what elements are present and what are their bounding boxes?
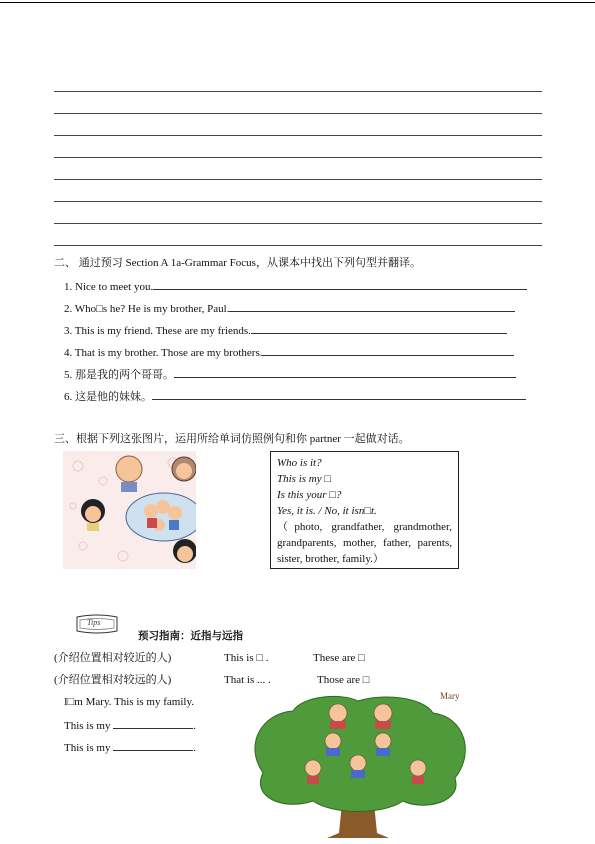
dialog-line: Is this your □? [277, 489, 342, 501]
answer-blank[interactable] [229, 300, 515, 312]
sentence-item [64, 322, 507, 338]
family-photo-illustration [63, 451, 196, 569]
tips-row-label: (介绍位置相对较远的人) [54, 674, 172, 686]
tips-row-plural: These are □ [313, 652, 365, 664]
practice-text: This is my [64, 720, 111, 732]
word-bank: （photo, grandfather, grandmother, grandparents, mother, father, parents, sister, brother, family.） [277, 521, 452, 565]
answer-blank[interactable] [113, 739, 193, 751]
writing-line [54, 157, 542, 158]
dialog-line: This is my □ [277, 473, 332, 485]
sentence-text: 2. Who□s he? He is my brother, Paul. [64, 303, 230, 315]
section-3-heading: 三、根据下列这张图片，运用所给单词仿照例句和你 partner 一起做对话。 [54, 433, 410, 445]
practice-item: This is my . [64, 717, 196, 733]
writing-line [54, 179, 542, 180]
sentence-item [64, 344, 514, 360]
practice-text: This is my [64, 742, 111, 754]
tips-row-singular: This is □ . [224, 652, 269, 664]
section-2-heading: 二、 通过预习 Section A 1a-Grammar Focus，从课本中找出下列句型并翻译。 [54, 257, 421, 269]
answer-blank[interactable] [152, 388, 526, 400]
sentence-text: 3. This is my friend. These are my friends. [64, 325, 251, 337]
practice-item: This is my . [64, 739, 196, 755]
sentence-item [64, 366, 516, 382]
answer-blank[interactable] [251, 322, 507, 334]
tree-label-mary: Mary [440, 691, 460, 701]
sentence-text: 4. That is my brother. Those are my brothers. [64, 347, 263, 359]
tips-row-plural: Those are □ [317, 674, 370, 686]
dialog-line: Who is it? [277, 457, 322, 469]
answer-blank[interactable] [113, 717, 193, 729]
dialog-box [270, 451, 459, 569]
sentence-item [64, 278, 527, 294]
tips-row-label: (介绍位置相对较近的人) [54, 652, 172, 664]
writing-line [54, 113, 542, 114]
sentence-item [64, 388, 526, 404]
sentence-text: 1. Nice to meet you. [64, 281, 154, 293]
answer-blank[interactable] [262, 344, 514, 356]
sentence-item [64, 300, 515, 316]
writing-line [54, 245, 542, 246]
sentence-text: 6. 这是他的妹妹。 [64, 391, 152, 403]
family-tree-illustration [243, 693, 473, 839]
dialog-line: Yes, it is. / No, it isn□t. [277, 505, 377, 517]
tips-row-singular: That is ... . [224, 674, 271, 686]
sentence-text: 5. 那是我的两个哥哥。 [64, 369, 174, 381]
answer-blank[interactable] [174, 366, 516, 378]
tips-title: 预习指南：近指与远指 [138, 630, 243, 642]
tips-badge [74, 613, 120, 635]
writing-line [54, 223, 542, 224]
writing-line [54, 91, 542, 92]
page-top-border [0, 2, 595, 3]
writing-line [54, 135, 542, 136]
practice-intro: I□m Mary. This is my family. [64, 696, 194, 708]
answer-blank[interactable] [153, 278, 527, 290]
tips-badge-text: Tips [87, 618, 101, 627]
writing-line [54, 201, 542, 202]
